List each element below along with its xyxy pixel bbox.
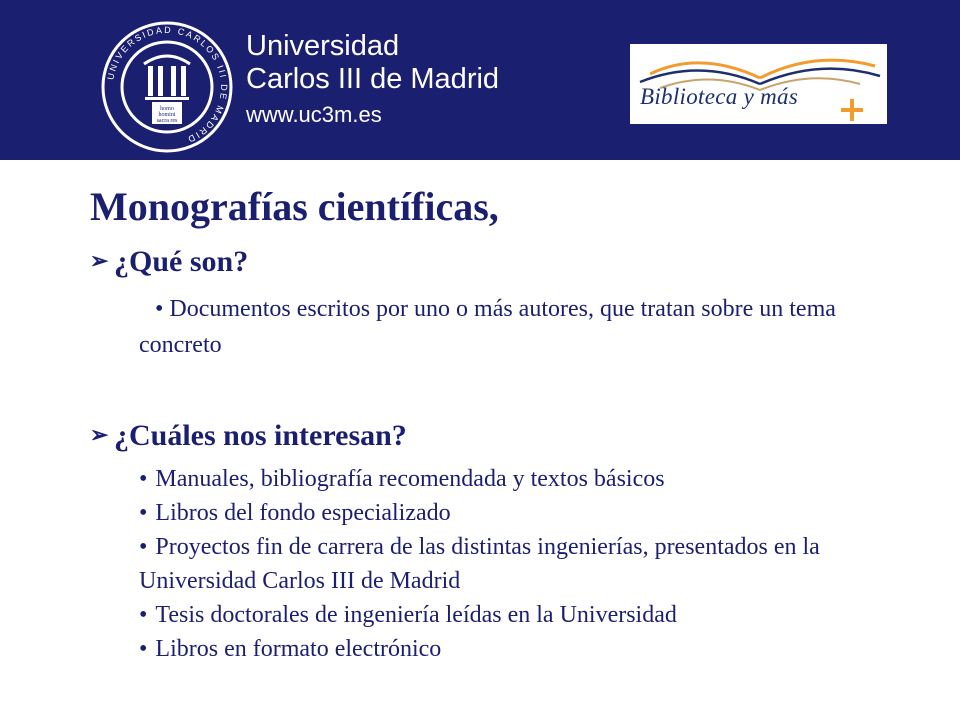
arrow-bullet-icon: ➢ bbox=[90, 422, 109, 447]
bullet-dot: • bbox=[139, 466, 148, 492]
page-title: Monografías científicas, bbox=[90, 184, 499, 229]
university-name-line1: Universidad bbox=[246, 30, 400, 62]
list-item-text: Tesis doctorales de ingeniería leídas en la Universidad bbox=[155, 602, 677, 628]
list-item-text: Libros en formato electrónico bbox=[155, 636, 442, 662]
arrow-bullet-icon: ➢ bbox=[90, 248, 109, 273]
bullet-dot: • bbox=[139, 534, 148, 560]
list-item bbox=[139, 496, 899, 530]
section-heading-cuales bbox=[90, 417, 407, 454]
list-item bbox=[139, 530, 899, 598]
section-heading-que-son bbox=[90, 243, 248, 280]
svg-text:homo: homo bbox=[160, 106, 174, 112]
list-item bbox=[139, 632, 899, 666]
bullet-dot: • bbox=[139, 500, 148, 526]
definition-text: Documentos escritos por uno o más autores, que tratan sobre un tema concreto bbox=[139, 296, 836, 358]
list-item-text: Manuales, bibliografía recomendada y textos básicos bbox=[155, 466, 665, 492]
list-item-text: Proyectos fin de carrera de las distintas ingenierías, presentados en la Universidad Carlos III de Madrid bbox=[139, 534, 820, 594]
university-name-line2: Carlos III de Madrid bbox=[246, 63, 500, 95]
section-heading-label: ¿Cuáles nos interesan? bbox=[114, 419, 407, 452]
bullet-dot: • bbox=[155, 296, 164, 322]
university-url[interactable]: www.uc3m.es bbox=[246, 102, 382, 127]
bullet-dot: • bbox=[139, 636, 148, 662]
seal-text: UNIVERSIDAD CARLOS III DE MADRID bbox=[105, 24, 230, 146]
svg-text:homini: homini bbox=[158, 112, 176, 118]
biblioteca-logo-text: Biblioteca y más bbox=[640, 84, 799, 109]
definition-paragraph bbox=[139, 291, 879, 363]
list-item bbox=[139, 462, 899, 496]
section-heading-label: ¿Qué son? bbox=[114, 245, 249, 278]
bullet-dot: • bbox=[139, 602, 148, 628]
list-item bbox=[139, 598, 899, 632]
interest-list bbox=[139, 462, 899, 666]
svg-text:sacra res: sacra res bbox=[156, 118, 178, 124]
list-item-text: Libros del fondo especializado bbox=[155, 500, 451, 526]
